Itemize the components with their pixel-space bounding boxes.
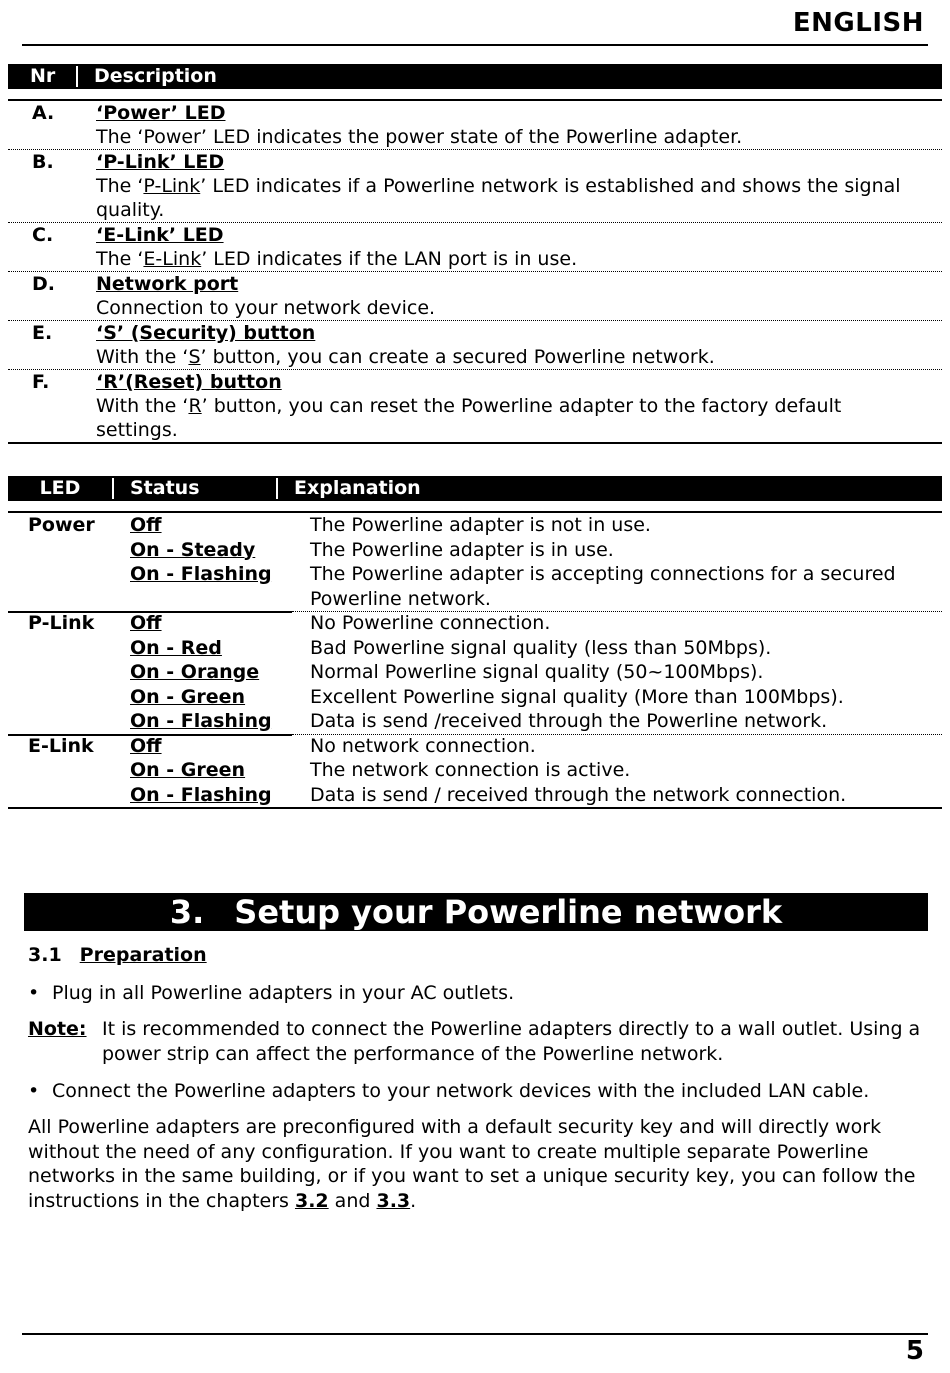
note-line: It is recommended to connect the Powerline adapters directly to a wall outlet. Using a — [102, 1018, 921, 1040]
row-text-part: The ‘ — [96, 175, 144, 197]
underlined-term: E-Link — [143, 248, 202, 270]
header-explanation: Explanation — [294, 477, 421, 499]
led-status-table — [8, 476, 942, 809]
status-explanation: No network connection. — [310, 734, 536, 757]
paragraph-line: without the need of any configuration. If you want to create multiple separate Powerline — [28, 1140, 869, 1163]
status-label: Off — [130, 734, 162, 757]
header-led: LED — [39, 477, 81, 499]
row-text-part: Connection to your network device. — [96, 297, 436, 319]
subsection-title: Preparation — [79, 944, 207, 966]
paragraph-text: . — [410, 1189, 417, 1212]
section-number: 3. — [169, 893, 205, 931]
note-line: power strip can affect the performance of the Powerline network. — [102, 1042, 724, 1065]
row-text — [96, 198, 942, 222]
status-label: On - Orange — [130, 661, 260, 683]
row-number: E. — [32, 322, 53, 344]
row-text-part: ’ LED indicates if a Powerline network is established and shows the signal — [200, 175, 901, 197]
status-explanation: Bad Powerline signal quality (less than 50Mbps). — [310, 636, 772, 659]
status-label: On - Green — [130, 685, 246, 708]
status-row — [130, 685, 942, 710]
bullet-text: Plug in all Powerline adapters in your AC outlets. — [52, 982, 515, 1004]
bullet-icon: • — [28, 982, 40, 1004]
status-row — [130, 734, 942, 759]
group-divider-solid — [8, 734, 292, 736]
led-group — [8, 611, 942, 734]
row-text-part: The ‘ — [96, 248, 144, 270]
bullet-text: Connect the Powerline adapters to your network devices with the included LAN cable. — [52, 1080, 870, 1102]
led-name: E-Link — [28, 734, 94, 757]
header-rule — [22, 44, 928, 46]
row-text-part: settings. — [96, 419, 178, 441]
row-text-part: ’ button, you can reset the Powerline adapter to the factory default — [201, 395, 842, 417]
paragraph-text: and — [328, 1189, 377, 1212]
row-title: ‘S’ (Security) button — [96, 322, 316, 344]
group-divider-dotted — [292, 734, 942, 735]
page-number: 5 — [905, 1336, 924, 1366]
status-row — [130, 587, 942, 612]
row-text-part: quality. — [96, 199, 165, 221]
component-rows — [8, 101, 942, 442]
subsection-number: 3.1 — [28, 944, 62, 966]
table-row — [8, 223, 942, 271]
underlined-term: R — [188, 395, 202, 417]
row-text-part: With the ‘ — [96, 395, 189, 417]
row-description — [96, 223, 942, 271]
status-explanation: Excellent Powerline signal quality (More than 100Mbps). — [310, 685, 844, 708]
row-number: C. — [32, 224, 54, 246]
status-row — [130, 538, 942, 563]
section-title — [24, 893, 928, 931]
bullet-item — [28, 981, 928, 1006]
led-group — [8, 513, 942, 611]
status-row — [130, 783, 942, 808]
table-rule — [8, 807, 942, 809]
status-label: On - Flashing — [130, 563, 272, 585]
paragraph-line: All Powerline adapters are preconfigured with a default security key and will directly work — [28, 1116, 882, 1138]
table-row — [8, 272, 942, 320]
row-description — [96, 321, 942, 369]
chapter-link-3-3[interactable]: 3.3 — [376, 1189, 411, 1212]
led-name: P-Link — [28, 612, 95, 634]
row-text-part: ’ LED indicates if the LAN port is in use. — [201, 248, 578, 270]
underlined-term: P-Link — [143, 175, 201, 197]
note — [28, 1017, 928, 1066]
row-number: B. — [32, 151, 54, 173]
component-table-header — [8, 64, 942, 89]
row-description — [96, 272, 942, 320]
status-explanation: The Powerline adapter is accepting connections for a secured — [310, 563, 896, 585]
status-label: Off — [130, 514, 162, 536]
status-explanation: Data is send / received through the network connection. — [310, 783, 847, 806]
led-status-lines — [130, 513, 942, 611]
row-text — [96, 125, 942, 149]
subsection-heading — [28, 942, 207, 968]
row-text — [96, 296, 942, 320]
paragraph-text: instructions in the chapters — [28, 1189, 295, 1212]
footer-rule — [22, 1333, 928, 1335]
table-rule — [8, 442, 942, 444]
led-rows — [8, 513, 942, 807]
row-text-part: The ‘Power’ LED indicates the power state of the Powerline adapter. — [96, 126, 743, 148]
row-text — [96, 174, 942, 198]
section-title-text: Setup your Powerline network — [234, 893, 783, 931]
row-description — [96, 150, 942, 222]
paragraph-line — [28, 1189, 928, 1214]
status-label — [130, 587, 310, 612]
row-number: A. — [32, 102, 55, 124]
status-explanation: Data is send /received through the Powerline network. — [310, 710, 828, 732]
row-text — [96, 247, 942, 271]
status-explanation: The Powerline adapter is in use. — [310, 538, 614, 561]
row-title: ‘Power’ LED — [96, 102, 226, 124]
paragraph-line: networks in the same building, or if you want to set a unique security key, you can follow the — [28, 1165, 916, 1187]
row-title: Network port — [96, 273, 239, 295]
bullet-item — [28, 1079, 928, 1104]
note-label: Note: — [28, 1018, 87, 1040]
table-row — [8, 370, 942, 442]
group-divider-dotted — [292, 611, 942, 612]
row-text — [96, 345, 942, 369]
led-table-header — [8, 476, 942, 501]
bullet-icon: • — [28, 1080, 40, 1102]
group-divider-solid — [8, 611, 292, 613]
row-text — [96, 418, 942, 442]
status-row — [130, 562, 942, 587]
row-description — [96, 101, 942, 149]
status-label: On - Red — [130, 636, 222, 659]
table-row — [8, 101, 942, 149]
status-label: On - Flashing — [130, 710, 272, 732]
led-name: Power — [28, 514, 95, 536]
paragraph — [28, 1115, 928, 1213]
status-explanation: No Powerline connection. — [310, 612, 551, 634]
language-label: ENGLISH — [792, 8, 924, 38]
row-title: ‘P-Link’ LED — [96, 151, 225, 173]
led-status-lines — [130, 611, 942, 734]
status-row — [130, 611, 942, 636]
row-text-part: With the ‘ — [96, 346, 189, 368]
component-table — [8, 64, 942, 444]
status-explanation: Normal Powerline signal quality (50~100Mbps). — [310, 661, 764, 683]
header-nr: Nr — [30, 65, 56, 87]
status-row — [130, 513, 942, 538]
status-row — [130, 660, 942, 685]
row-text-part: ’ button, you can create a secured Powerline network. — [200, 346, 715, 368]
status-explanation: Powerline network. — [310, 587, 491, 610]
led-group — [8, 734, 942, 808]
header-description: Description — [94, 65, 217, 87]
table-row — [8, 321, 942, 369]
status-explanation: The network connection is active. — [310, 759, 631, 781]
chapter-link-3-2[interactable]: 3.2 — [294, 1189, 329, 1212]
status-row — [130, 758, 942, 783]
status-row — [130, 636, 942, 661]
status-row — [130, 709, 942, 734]
status-label: On - Green — [130, 759, 246, 781]
header-status: Status — [130, 477, 200, 499]
row-text — [96, 394, 942, 418]
table-row — [8, 150, 942, 222]
status-explanation: The Powerline adapter is not in use. — [310, 514, 651, 536]
row-title: ‘R’(Reset) button — [96, 371, 282, 393]
status-label: On - Flashing — [130, 783, 272, 806]
row-number: F. — [32, 371, 50, 393]
row-title: ‘E-Link’ LED — [96, 224, 224, 246]
status-label: On - Steady — [130, 538, 256, 561]
row-description — [96, 370, 942, 442]
row-number: D. — [32, 273, 55, 295]
status-label: Off — [130, 612, 162, 634]
led-status-lines — [130, 734, 942, 808]
underlined-term: S — [188, 346, 201, 368]
